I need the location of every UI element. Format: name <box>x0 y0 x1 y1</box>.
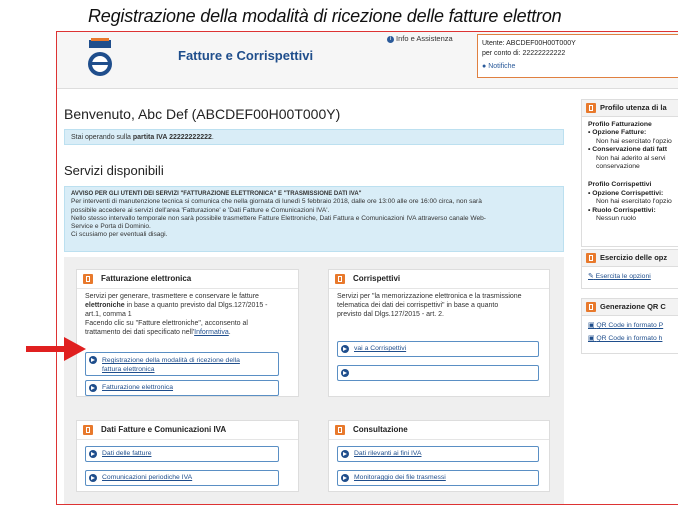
app-title: Fatture e Corrispettivi <box>178 48 314 63</box>
desc-text: in base a quanto previsto dal Dlgs.127/2015 - <box>124 302 268 309</box>
profilo-panel <box>581 99 678 247</box>
arrow-right-icon <box>89 384 97 392</box>
card-description <box>337 292 522 319</box>
arrow-right-icon <box>341 369 349 377</box>
link-label: QR Code in formato h <box>596 335 663 343</box>
profile-value: conservazione <box>596 163 640 171</box>
file-icon: ▣ <box>588 322 595 329</box>
panel-title: Profilo utenza di la <box>600 103 667 112</box>
pointer-arrow-icon <box>26 337 86 361</box>
link-label: QR Code in formato P <box>596 322 664 329</box>
notice-heading: AVVISO PER GLI UTENTI DEI SERVIZI "FATTURAZIONE ELETTRONICA" E "TRASMISSIONE DATI IVA" <box>71 191 362 197</box>
card-header <box>77 270 298 289</box>
desc-line: Servizi per generare, trasmettere e conservare le fatture <box>85 293 259 300</box>
user-box <box>477 34 678 78</box>
edit-icon: ✎ <box>588 273 594 280</box>
button-label: vai a Corrispettivi <box>354 345 407 352</box>
button-label: Fatturazione elettronica <box>102 384 174 391</box>
desc-line <box>85 328 268 337</box>
notifiche-label: Notifiche <box>488 63 516 70</box>
user-icon <box>586 103 596 113</box>
desc-bold: elettroniche <box>85 302 125 309</box>
document-icon <box>335 425 345 435</box>
card-title: Dati Fatture e Comunicazioni IVA <box>101 425 227 434</box>
card-header <box>329 270 549 289</box>
notifiche-link[interactable] <box>482 63 515 70</box>
desc-line: art.1, comma 1 <box>85 311 132 318</box>
notice-line: Service e Porta di Dominio. <box>71 223 151 231</box>
file-icon: ▣ <box>588 335 595 343</box>
slide-title: Registrazione della modalità di ricezione delle fatture elettron <box>88 6 562 26</box>
desc-line: telematica dei dati dei corrispettivi" in base a quanto <box>337 302 499 309</box>
profile-value: Non hai esercitato l'opzio <box>596 198 672 206</box>
document-icon <box>83 274 93 284</box>
card-header <box>329 421 549 440</box>
profile-item: • Conservazione dati fatt <box>588 146 668 154</box>
browser-frame <box>56 31 678 505</box>
button-label: Dati delle fatture <box>102 450 152 457</box>
profile-value: Nessun ruolo <box>596 215 637 223</box>
fatturazione-elettronica-button[interactable] <box>85 380 279 396</box>
button-label: Dati rilevanti ai fini IVA <box>354 450 422 457</box>
esercizio-panel <box>581 249 678 289</box>
top-bar <box>57 32 678 89</box>
profile-item: • Ruolo Corrispettivi: <box>588 206 656 214</box>
link-label: Esercita le opzioni <box>595 273 651 280</box>
maintenance-notice <box>64 186 564 252</box>
arrow-right-icon <box>341 345 349 353</box>
desc-line: previsto dal Dlgs.127/2015 - art. 2. <box>337 311 445 318</box>
piva-value: partita IVA 22222222222 <box>132 134 212 141</box>
qr-pdf-link[interactable] <box>582 322 678 330</box>
profile-value: Non hai esercitato l'opzio <box>596 137 672 145</box>
panel-title: Generazione QR C <box>600 302 666 311</box>
bell-icon: ● <box>482 63 487 70</box>
piva-prefix: Stai operando sulla <box>71 134 133 141</box>
profile-value: Non hai aderito al servi <box>596 154 666 162</box>
profile-item: • Opzione Fatture: <box>588 129 647 137</box>
arrow-right-icon <box>341 474 349 482</box>
notice-line: Nello stesso intervallo temporale non sarà possibile trasmettere Fatture Elettroniche, Dati Fattura e Comunicazioni IVA attraverso canale Web- <box>71 214 486 222</box>
qr-html-link[interactable] <box>582 335 678 343</box>
qr-icon <box>586 302 596 312</box>
corrispettivi-second-button[interactable] <box>337 365 539 381</box>
button-label: Monitoraggio dei file trasmessi <box>354 474 446 481</box>
card-title: Corrispettivi <box>353 274 401 283</box>
panel-header <box>582 250 678 267</box>
user-line: Utente: ABCDEF00H00T000Y <box>482 40 576 47</box>
desc-text: trattamento dei dati specificato nell' <box>85 329 195 336</box>
conto-line: per conto di: 22222222222 <box>482 50 566 57</box>
panel-header <box>582 100 678 117</box>
notice-line: Ci scusiamo per eventuali disagi. <box>71 231 168 239</box>
monitoraggio-file-button[interactable] <box>337 470 539 486</box>
card-dati-fatture <box>76 420 299 492</box>
services-title: Servizi disponibili <box>64 163 164 178</box>
button-label: Registrazione della modalità di ricezione della <box>102 357 240 364</box>
piva-alert <box>64 129 564 145</box>
arrow-right-icon <box>341 450 349 458</box>
card-title: Consultazione <box>353 425 408 434</box>
panel-title: Esercizio delle opz <box>600 253 668 262</box>
button-label: Comunicazioni periodiche IVA <box>102 474 193 481</box>
dati-rilevanti-button[interactable] <box>337 446 539 462</box>
panel-header <box>582 299 678 316</box>
informativa-link[interactable]: Informativa <box>194 329 229 336</box>
notice-line: Per interventi di manutenzione tecnica si comunica che nella giornata di lunedì 5 febbraio 2018, dalle ore 13:00 alle ore 16:00 circa, non sarà <box>71 198 482 206</box>
notice-line: possibile accedere ai servizi dell'area 'Fatturazione' e 'Dati Fatture e Comunicazioni IVA'. <box>71 206 330 214</box>
info-label: Info e Assistenza <box>396 34 453 43</box>
desc-line: Servizi per "la memorizzazione elettronica e la trasmissione <box>337 293 522 300</box>
profile-item: • Opzione Corrispettivi: <box>588 189 664 197</box>
registrazione-ricezione-button[interactable] <box>85 352 279 376</box>
card-header <box>77 421 298 440</box>
button-label: fattura elettronica <box>102 366 155 373</box>
profile-label: Profilo Fatturazione <box>588 121 652 128</box>
info-assistenza-link[interactable] <box>387 34 453 43</box>
card-consultazione <box>328 420 550 492</box>
desc-line: Facendo clic su "Fatture elettroniche", acconsento al <box>85 320 248 327</box>
card-title: Fatturazione elettronica <box>101 274 192 283</box>
desc-text: . <box>228 329 231 336</box>
arrow-right-icon <box>89 474 97 482</box>
info-icon: i <box>387 36 394 43</box>
esercita-opzioni-link[interactable] <box>582 273 678 281</box>
card-corrispettivi <box>328 269 550 397</box>
document-icon <box>83 425 93 435</box>
card-description <box>85 292 268 337</box>
dati-fatture-button[interactable] <box>85 446 279 462</box>
gear-icon <box>586 253 596 263</box>
welcome-heading: Benvenuto, Abc Def (ABCDEF00H00T000Y) <box>64 106 341 122</box>
profile-label: Profilo Corrispettivi <box>588 181 652 189</box>
comunicazioni-iva-button[interactable] <box>85 470 279 486</box>
services-grid <box>64 257 564 504</box>
document-icon <box>335 274 345 284</box>
piva-suffix: . <box>211 134 214 141</box>
arrow-right-icon <box>89 450 97 458</box>
vai-corrispettivi-button[interactable] <box>337 341 539 357</box>
agenzia-logo <box>79 36 119 80</box>
arrow-right-icon <box>89 356 97 364</box>
desc-line <box>85 301 268 310</box>
qr-panel <box>581 298 678 354</box>
card-fatturazione <box>76 269 299 397</box>
